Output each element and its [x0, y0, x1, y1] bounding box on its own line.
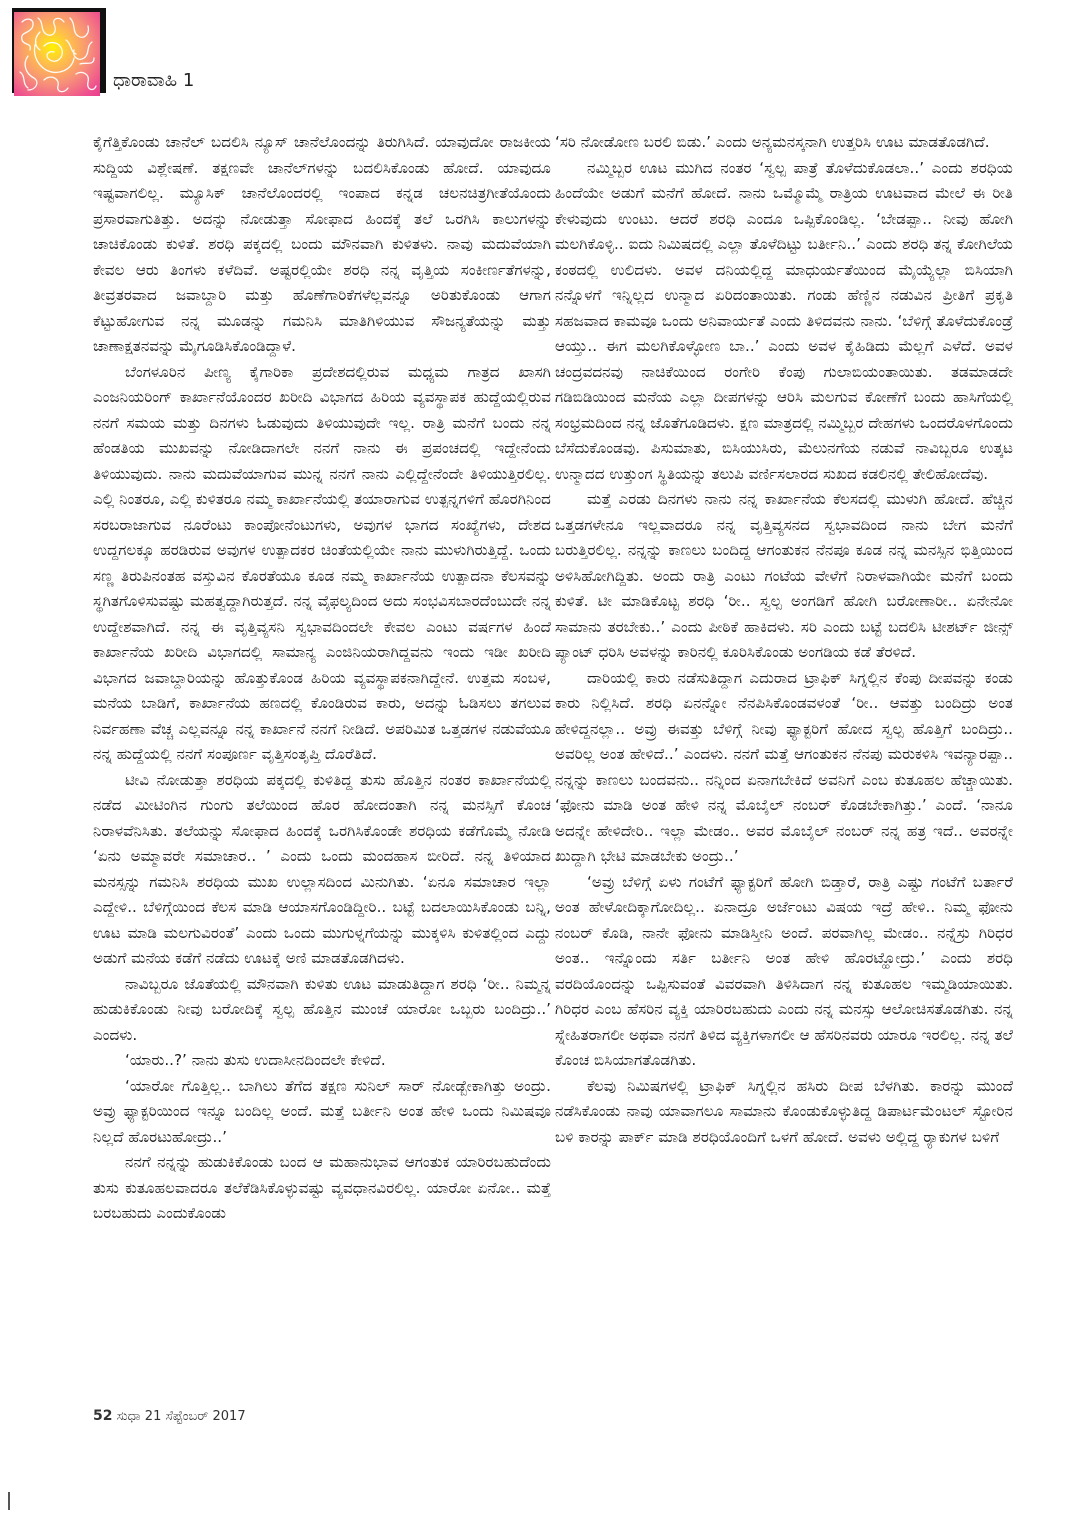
page-footer	[93, 1408, 246, 1424]
paragraph: ನಾವಿಬ್ಬರೂ ಜೊತೆಯಲ್ಲಿ ಮೌನವಾಗಿ ಕುಳಿತು ಊಟ ಮಾಡುತಿದ್ದಾಗ ಶರಧಿ ‘ರೀ.. ನಿಮ್ಮನ್ನ ಹುಡುಕಿಕೊಂಡು ನೀವು ಬರೋದಿಕ್ಕೆ ಸ್ವಲ್ಪ ಹೊತ್ತಿನ ಮುಂಚೆ ಯಾರೋ ಒಬ್ಬರು ಬಂದಿದ್ರು..’ ಎಂದಳು.	[93, 974, 551, 1044]
paragraph: ನನಗೆ ನನ್ನನ್ನು ಹುಡುಕಿಕೊಂಡು ಬಂದ ಆ ಮಹಾನುಭಾವ ಆಗಂತುಕ ಯಾರಿರಬಹುದೆಂದು ತುಸು ಕುತೂಹಲವಾದರೂ ತಲೆಕೆಡಿಸಿಕೊಳ್ಳುವಷ್ಟು ವ್ಯವಧಾನವಿರಲಿಲ್ಲ. ಯಾರೋ ಏನೋ.. ಮತ್ತೆ ಬರಬಹುದು ಎಂದುಕೊಂಡು	[93, 1153, 551, 1222]
swirl-pattern-icon	[14, 12, 100, 96]
issue-month: ಸೆಪ್ಟೆಂಬರ್	[165, 1409, 209, 1424]
paragraph: ಮತ್ತೆ ಎರಡು ದಿನಗಳು ನಾನು ನನ್ನ ಕಾರ್ಖಾನೆಯ ಕೆಲಸದಲ್ಲಿ ಮುಳುಗಿ ಹೋದೆ. ಹೆಚ್ಚಿನ ಒತ್ತಡಗಳೇನೂ ಇಲ್ಲವಾದರೂ ನನ್ನ ವೃತ್ತಿವ್ಯಸನದ ಸ್ವಭಾವದಿಂದ ನಾನು ಬೇಗ ಮನೆಗೆ ಬರುತ್ತಿರಲಿಲ್ಲ. ನನ್ನನ್ನು ಕಾಣಲು ಬಂದಿದ್ದ ಆಗಂತುಕನ ನೆನಪೂ ಕೂಡ ನನ್ನ ಮನಸ್ಸಿನ ಭಿತ್ತಿಯಿಂದ ಅಳಿಸಿಹೋಗಿದ್ದಿತು. ಅಂದು ರಾತ್ರಿ ಎಂಟು ಗಂಟೆಯ ವೇಳೆಗೆ ನಿರಾಳವಾಗಿಯೇ ಮನೆಗೆ ಬಂದು ಕುಳಿತೆ. ಟೀ ಮಾಡಿಕೊಟ್ಟ ಶರಧಿ ‘ರೀ.. ಸ್ವಲ್ಪ ಅಂಗಡಿಗೆ ಹೋಗಿ ಬರೋಣಾರೀ.. ಏನೇನೋ ಸಾಮಾನು ತರಬೇಕು..’ ಎಂದು ಪೀಠಿಕೆ ಹಾಕಿದಳು. ಸರಿ ಎಂದು ಬಟ್ಟೆ ಬದಲಿಸಿ ಟೀಶರ್ಟ್ ಜೀನ್ಸ್ ಪ್ಯಾಂಟ್ ಧರಿಸಿ ಅವಳನ್ನು ಕಾರಿನಲ್ಲಿ ಕೂರಿಸಿಕೊಂಡು ಅಂಗಡಿಯ ಕಡೆ ತೆರಳಿದೆ.	[555, 490, 1013, 661]
issue-day: 21	[144, 1409, 162, 1424]
article-column-left	[93, 130, 551, 1227]
paragraph: ‘ಸರಿ ನೋಡೋಣ ಬರಲಿ ಬಿಡು.’ ಎಂದು ಅನ್ಯಮನಸ್ಕನಾಗಿ ಉತ್ತರಿಸಿ ಊಟ ಮಾಡತೊಡಗಿದೆ.	[555, 133, 990, 151]
series-label: ಧಾರಾವಾಹಿ 1	[113, 70, 195, 91]
paragraph: ದಾರಿಯಲ್ಲಿ ಕಾರು ನಡೆಸುತಿದ್ದಾಗ ಎದುರಾದ ಟ್ರಾಫಿಕ್ ಸಿಗ್ನಲ್ಲಿನ ಕೆಂಪು ದೀಪವನ್ನು ಕಂಡು ಕಾರು ನಿಲ್ಲಿಸಿದೆ. ಶರಧಿ ಏನನ್ನೋ ನೆನಪಿಸಿಕೊಂಡವಳಂತೆ ‘ರೀ.. ಆವತ್ತು ಬಂದಿದ್ರು ಅಂತ ಹೇಳಿದ್ದನಲ್ಲಾ.. ಅವ್ರು ಈವತ್ತು ಬೆಳಿಗ್ಗೆ ನೀವು ಫ್ಯಾಕ್ಟರಿಗೆ ಹೋದ ಸ್ವಲ್ಪ ಹೊತ್ತಿಗೆ ಬಂದಿದ್ರು.. ಅವರಿಲ್ಲ ಅಂತ ಹೇಳಿದೆ..’ ಎಂದಳು. ನನಗೆ ಮತ್ತೆ ಆಗಂತುಕನ ನೆನಪು ಮರುಕಳಿಸಿ ಇವನ್ಯಾರಪ್ಪಾ.. ನನ್ನನ್ನು ಕಾಣಲು ಬಂದವನು.. ನನ್ನಿಂದ ಏನಾಗಬೇಕಿದೆ ಅವನಿಗೆ ಎಂಬ ಕುತೂಹಲ ಹೆಚ್ಚಾಯಿತು. ‘ಫೋನು ಮಾಡಿ ಅಂತ ಹೇಳಿ ನನ್ನ ಮೊಬೈಲ್ ನಂಬರ್ ಕೊಡಬೇಕಾಗಿತ್ತು.’ ಎಂದೆ. ‘ನಾನೂ ಅದನ್ನೇ ಹೇಳಿದೇರಿ.. ಇಲ್ಲಾ ಮೇಡಂ.. ಅವರ ಮೊಬೈಲ್ ನಂಬರ್ ನನ್ನ ಹತ್ರ ಇದೆ.. ಅವರನ್ನೇ ಖುದ್ದಾಗಿ ಭೇಟಿ ಮಾಡಬೇಕು ಅಂದ್ರು..’	[555, 668, 1013, 865]
paragraph: ಕೈಗೆತ್ತಿಕೊಂಡು ಚಾನೆಲ್ ಬದಲಿಸಿ ನ್ಯೂಸ್ ಚಾನೆಲೊಂದನ್ನು ತಿರುಗಿಸಿದೆ. ಯಾವುದೋ ರಾಜಕೀಯ ಸುದ್ದಿಯ ವಿಶ್ಲೇಷಣೆ. ತಕ್ಷಣವೇ ಚಾನೆಲ್‌ಗಳನ್ನು ಬದಲಿಸಿಕೊಂಡು ಹೋದೆ. ಯಾವುದೂ ಇಷ್ಟವಾಗಲಿಲ್ಲ. ಮ್ಯೂಸಿಕ್ ಚಾನೆಲೊಂದರಲ್ಲಿ ಇಂಪಾದ ಕನ್ನಡ ಚಲನಚಿತ್ರಗೀತೆಯೊಂದು ಪ್ರಸಾರವಾಗುತಿತ್ತು. ಅದನ್ನು ನೋಡುತ್ತಾ ಸೋಫಾದ ಹಿಂದಕ್ಕೆ ತಲೆ ಒರಗಿಸಿ ಕಾಲುಗಳನ್ನು ಚಾಚಿಕೊಂಡು ಕುಳಿತೆ. ಶರಧಿ ಪಕ್ಕದಲ್ಲಿ ಬಂದು ಮೌನವಾಗಿ ಕುಳಿತಳು. ನಾವು ಮದುವೆಯಾಗಿ ಕೇವಲ ಆರು ತಿಂಗಳು ಕಳೆದಿವೆ. ಅಷ್ಟರಲ್ಲಿಯೇ ಶರಧಿ ನನ್ನ ವೃತ್ತಿಯ ಸಂಕೀರ್ಣತೆಗಳನ್ನು, ತೀವ್ರತರವಾದ ಜವಾಬ್ದಾರಿ ಮತ್ತು ಹೊಣೆಗಾರಿಕೆಗಳೆಲ್ಲವನ್ನೂ ಅರಿತುಕೊಂಡು ಆಗಾಗ ಕೆಟ್ಟುಹೋಗುವ ನನ್ನ ಮೂಡನ್ನು ಗಮನಿಸಿ ಮಾತಿಗಿಳಿಯುವ ಸೌಜನ್ಯತೆಯನ್ನು ಮತ್ತು ಚಾಣಾಕ್ಷತನವನ್ನು ಮೈಗೂಡಿಸಿಕೊಂಡಿದ್ದಾಳೆ.	[93, 133, 551, 355]
article-column-right	[555, 130, 1013, 1150]
crop-mark	[8, 1492, 10, 1510]
paragraph: ಟೀವಿ ನೋಡುತ್ತಾ ಶರಧಿಯ ಪಕ್ಕದಲ್ಲಿ ಕುಳಿತಿದ್ದ ತುಸು ಹೊತ್ತಿನ ನಂತರ ಕಾರ್ಖಾನೆಯಲ್ಲಿ ನಡೆದ ಮೀಟಿಂಗಿನ ಗುಂಗು ತಲೆಯಿಂದ ಹೊರ ಹೋದಂತಾಗಿ ನನ್ನ ಮನಸ್ಸಿಗೆ ಕೊಂಚ ನಿರಾಳವೆನಿಸಿತು. ತಲೆಯನ್ನು ಸೋಫಾದ ಹಿಂದಕ್ಕೆ ಒರಗಿಸಿಕೊಂಡೇ ಶರಧಿಯ ಕಡೆಗೊಮ್ಮೆ ನೋಡಿ ‘ಏನು ಅಮ್ಮಾವರೇ ಸಮಾಚಾರ.. ’ ಎಂದು ಒಂದು ಮಂದಹಾಸ ಬೀರಿದೆ. ನನ್ನ ತಿಳಿಯಾದ ಮನಸ್ಸನ್ನು ಗಮನಿಸಿ ಶರಧಿಯ ಮುಖ ಉಲ್ಲಾಸದಿಂದ ಮಿನುಗಿತು. ‘ಏನೂ ಸಮಾಚಾರ ಇಲ್ಲಾ ಎದ್ದೇಳಿ.. ಬೆಳಿಗ್ಗೆಯಿಂದ ಕೆಲಸ ಮಾಡಿ ಆಯಾಸಗೊಂಡಿದ್ದೀರಿ.. ಬಟ್ಟೆ ಬದಲಾಯಿಸಿಕೊಂಡು ಬನ್ನಿ, ಊಟ ಮಾಡಿ ಮಲಗುವಿರಂತೆ’ ಎಂದು ಒಂದು ಮುಗುಳ್ನಗೆಯನ್ನು ಮುಕ್ಕಳಿಸಿ ಕುಳಿತಲ್ಲಿಂದ ಎದ್ದು ಅಡುಗೆ ಮನೆಯ ಕಡೆಗೆ ನಡೆದು ಊಟಕ್ಕೆ ಅಣಿ ಮಾಡತೊಡಗಿದಳು.	[93, 770, 551, 967]
paragraph: ಕೆಲವು ನಿಮಿಷಗಳಲ್ಲಿ ಟ್ರಾಫಿಕ್ ಸಿಗ್ನಲ್ಲಿನ ಹಸಿರು ದೀಪ ಬೆಳಗಿತು. ಕಾರನ್ನು ಮುಂದೆ ನಡೆಸಿಕೊಂಡು ನಾವು ಯಾವಾಗಲೂ ಸಾಮಾನು ಕೊಂಡುಕೊಳ್ಳುತಿದ್ದ ಡಿಪಾರ್ಟಮೆಂಟಲ್ ಸ್ಟೋರಿನ ಬಳಿ ಕಾರನ್ನು ಪಾರ್ಕ್ ಮಾಡಿ ಶರಧಿಯೊಂದಿಗೆ ಒಳಗೆ ಹೋದೆ. ಅವಳು ಅಲ್ಲಿದ್ದ ರ್‍ಯಾಕುಗಳ ಬಳಿಗೆ	[555, 1076, 1013, 1146]
swirl-icon	[14, 12, 100, 96]
paragraph: ಬೆಂಗಳೂರಿನ ಪೀಣ್ಯ ಕೈಗಾರಿಕಾ ಪ್ರದೇಶದಲ್ಲಿರುವ ಮಧ್ಯಮ ಗಾತ್ರದ ಖಾಸಗಿ ಎಂಜನಿಯರಿಂಗ್ ಕಾರ್ಖಾನೆಯೊಂದರ ಖರೀದಿ ವಿಭಾಗದ ಹಿರಿಯ ವ್ಯವಸ್ಥಾಪಕ ಹುದ್ದೆಯಲ್ಲಿರುವ ನನಗೆ ಸಮಯ ಮತ್ತು ದಿನಗಳು ಓಡುವುದು ತಿಳಿಯುವುದೇ ಇಲ್ಲ. ರಾತ್ರಿ ಮನೆಗೆ ಬಂದು ನನ್ನ ಹೆಂಡತಿಯ ಮುಖವನ್ನು ನೋಡಿದಾಗಲೇ ನನಗೆ ನಾನು ಈ ಪ್ರಪಂಚದಲ್ಲಿ ಇದ್ದೇನೆಂದು ತಿಳಿಯುವುದು. ನಾನು ಮದುವೆಯಾಗುವ ಮುನ್ನ ನನಗೆ ನಾನು ಎಲ್ಲಿದ್ದೇನೆಂದೇ ತಿಳಿಯುತ್ತಿರಲಿಲ್ಲ. ಎಲ್ಲಿ ನಿಂತರೂ, ಎಲ್ಲಿ ಕುಳಿತರೂ ನಮ್ಮ ಕಾರ್ಖಾನೆಯಲ್ಲಿ ತಯಾರಾಗುವ ಉತ್ಪನ್ನಗಳಿಗೆ ಹೊರಗಿನಿಂದ ಸರಬರಾಜಾಗುವ ನೂರೆಂಟು ಕಾಂಪೋನೆಂಟುಗಳು, ಅವುಗಳ ಭಾಗದ ಸಂಖ್ಯೆಗಳು, ದೇಶದ ಉದ್ದಗಲಕ್ಕೂ ಹರಡಿರುವ ಅವುಗಳ ಉತ್ಪಾದಕರ ಚಿಂತೆಯಲ್ಲಿಯೇ ನಾನು ಮುಳುಗಿರುತ್ತಿದ್ದೆ. ಒಂದು ಸಣ್ಣ ತಿರುಪಿನಂತಹ ವಸ್ತುವಿನ ಕೊರತೆಯೂ ಕೂಡ ನಮ್ಮ ಕಾರ್ಖಾನೆಯ ಉತ್ಪಾದನಾ ಕೆಲಸವನ್ನು ಸ್ಥಗಿತಗೊಳಿಸುವಷ್ಟು ಮಹತ್ವದ್ದಾಗಿರುತ್ತದೆ. ನನ್ನ ವೈಫಲ್ಯದಿಂದ ಅದು ಸಂಭವಿಸಬಾರದೆಂಬುದೇ ನನ್ನ ಉದ್ದೇಶವಾಗಿದೆ. ನನ್ನ ಈ ವೃತ್ತಿವ್ಯಸನಿ ಸ್ವಭಾವದಿಂದಲೇ ಕೇವಲ ಎಂಟು ವರ್ಷಗಳ ಹಿಂದೆ ಕಾರ್ಖಾನೆಯ ಖರೀದಿ ವಿಭಾಗದಲ್ಲಿ ಸಾಮಾನ್ಯ ಎಂಜಿನಿಯರಾಗಿದ್ದವನು ಇಂದು ಇಡೀ ಖರೀದಿ ವಿಭಾಗದ ಜವಾಬ್ದಾರಿಯನ್ನು ಹೊತ್ತುಕೊಂಡ ಹಿರಿಯ ವ್ಯವಸ್ಥಾಪಕನಾಗಿದ್ದೇನೆ. ಉತ್ತಮ ಸಂಬಳ, ಮನೆಯ ಬಾಡಿಗೆ, ಕಾರ್ಖಾನೆಯ ಹಣದಲ್ಲಿ ಕೊಂಡಿರುವ ಕಾರು, ಅದನ್ನು ಓಡಿಸಲು ತಗಲುವ ನಿರ್ವಹಣಾ ವೆಚ್ಚ ಎಲ್ಲವನ್ನೂ ನನ್ನ ಕಾರ್ಖಾನೆ ನನಗೆ ನೀಡಿದೆ. ಅಪರಿಮಿತ ಒತ್ತಡಗಳ ನಡುವೆಯೂ ನನ್ನ ಹುದ್ದೆಯಲ್ಲಿ ನನಗೆ ಸಂಪೂರ್ಣ ವೃತ್ತಿಸಂತೃಪ್ತಿ ದೊರೆತಿದೆ.	[93, 362, 551, 763]
serial-logo	[8, 8, 104, 96]
paragraph: ‘ಯಾರು..?’ ನಾನು ತುಸು ಉದಾಸೀನದಿಂದಲೇ ಕೇಳಿದೆ.	[125, 1051, 386, 1069]
paragraph: ‘ಅವ್ರು ಬೆಳಿಗ್ಗೆ ಏಳು ಗಂಟೆಗೆ ಫ್ಯಾಕ್ಟರಿಗೆ ಹೋಗಿ ಬಿಡ್ತಾರೆ, ರಾತ್ರಿ ಎಷ್ಟು ಗಂಟೆಗೆ ಬರ್ತಾರೆ ಅಂತ ಹೇಳೋದಿಕ್ಕಾಗೋದಿಲ್ಲ.. ಏನಾದ್ರೂ ಅರ್ಜೆಂಟು ವಿಷಯ ಇದ್ರೆ ಹೇಳಿ.. ನಿಮ್ಮ ಫೋನು ನಂಬರ್ ಕೊಡಿ, ನಾನೇ ಫೋನು ಮಾಡಿಸ್ತೀನಿ ಅಂದೆ. ಪರವಾಗಿಲ್ಲ ಮೇಡಂ.. ನನ್ನೆಸ್ರು ಗಿರಿಧರ ಅಂತ.. ಇನ್ನೊಂದು ಸರ್ತಿ ಬರ್ತೀನಿ ಅಂತ ಹೇಳಿ ಹೊರಟ್ಹೋದ್ರು.’ ಎಂದು ಶರಧಿ ವರದಿಯೊಂದನ್ನು ಒಪ್ಪಿಸುವಂತೆ ವಿವರವಾಗಿ ತಿಳಿಸಿದಾಗ ನನ್ನ ಕುತೂಹಲ ಇಮ್ಮಡಿಯಾಯಿತು. ಗಿರಿಧರ ಎಂಬ ಹೆಸರಿನ ವ್ಯಕ್ತಿ ಯಾರಿರಬಹುದು ಎಂದು ನನ್ನ ಮನಸ್ಸು ಆಲೋಚಿಸತೊಡಗಿತು. ನನ್ನ ಸ್ನೇಹಿತರಾಗಲೀ ಅಥವಾ ನನಗೆ ತಿಳಿದ ವ್ಯಕ್ತಿಗಳಾಗಲೀ ಆ ಹೆಸರಿನವರು ಯಾರೂ ಇರಲಿಲ್ಲ. ನನ್ನ ತಲೆ ಕೊಂಚ ಬಿಸಿಯಾಗತೊಡಗಿತು.	[555, 872, 1013, 1069]
paragraph: ನಮ್ಮಿಬ್ಬರ ಊಟ ಮುಗಿದ ನಂತರ ‘ಸ್ವಲ್ಪ ಪಾತ್ರೆ ತೊಳೆದುಕೊಡಲಾ..’ ಎಂದು ಶರಧಿಯ ಹಿಂದೆಯೇ ಅಡುಗೆ ಮನೆಗೆ ಹೋದೆ. ನಾನು ಒಮ್ಮೊಮ್ಮೆ ರಾತ್ರಿಯ ಊಟವಾದ ಮೇಲೆ ಈ ರೀತಿ ಕೇಳುವುದು ಉಂಟು. ಆದರೆ ಶರಧಿ ಎಂದೂ ಒಪ್ಪಿಕೊಂಡಿಲ್ಲ. ‘ಬೇಡಪ್ಪಾ.. ನೀವು ಹೋಗಿ ಮಲಗಿಕೊಳ್ಳಿ.. ಐದು ನಿಮಿಷದಲ್ಲಿ ಎಲ್ಲಾ ತೊಳೆದಿಟ್ಟು ಬರ್ತೀನಿ..’ ಎಂದು ಶರಧಿ ತನ್ನ ಕೋಗಿಲೆಯ ಕಂಠದಲ್ಲಿ ಉಲಿದಳು. ಅವಳ ದನಿಯಲ್ಲಿದ್ದ ಮಾಧುರ್ಯತೆಯಿಂದ ಮೈಯ್ಯೆಲ್ಲಾ ಬಿಸಿಯಾಗಿ ನನ್ನೊಳಗೆ ಇನ್ನಿಲ್ಲದ ಉನ್ಮಾದ ಏರಿದಂತಾಯಿತು. ಗಂಡು ಹೆಣ್ಣಿನ ನಡುವಿನ ಪ್ರೀತಿಗೆ ಪ್ರಕೃತಿ ಸಹಜವಾದ ಕಾಮವೂ ಒಂದು ಅನಿವಾರ್ಯತೆ ಎಂದು ತಿಳಿದವನು ನಾನು. ‘ಬೆಳಿಗ್ಗೆ ತೊಳೆದುಕೊಂಡ್ರೆ ಆಯ್ತು.. ಈಗ ಮಲಗಿಕೊಳ್ಳೋಣ ಬಾ..’ ಎಂದು ಅವಳ ಕೈಹಿಡಿದು ಮೆಲ್ಲಗೆ ಎಳೆದೆ. ಅವಳ ಚಂದ್ರವದನವು ನಾಚಿಕೆಯಿಂದ ರಂಗೇರಿ ಕೆಂಪು ಗುಲಾಬಿಯಂತಾಯಿತು. ತಡಮಾಡದೇ ಗಡಿಬಿಡಿಯಿಂದ ಮನೆಯ ಎಲ್ಲಾ ದೀಪಗಳನ್ನು ಆರಿಸಿ ಮಲಗುವ ಕೋಣೆಗೆ ಬಂದು ಹಾಸಿಗೆಯಲ್ಲಿ ಸಂಭ್ರಮದಿಂದ ನನ್ನ ಜೊತೆಗೂಡಿದಳು. ಕ್ಷಣ ಮಾತ್ರದಲ್ಲಿ ನಮ್ಮಿಬ್ಬರ ದೇಹಗಳು ಒಂದರೊಳಗೊಂದು ಬೆಸೆದುಕೊಂಡವು. ಪಿಸುಮಾತು, ಬಿಸಿಯುಸಿರು, ಮೆಲುನಗೆಯ ನಡುವೆ ನಾವಿಬ್ಬರೂ ಉತ್ಕಟ ಉನ್ಮಾದದ ಉತ್ತುಂಗ ಸ್ಥಿತಿಯನ್ನು ತಲುಪಿ ವರ್ಣಿಸಲಾರದ ಸುಖದ ಕಡಲಿನಲ್ಲಿ ತೇಲಿಹೋದೆವು.	[555, 158, 1013, 483]
issue-year: 2017	[212, 1409, 246, 1424]
page-number: 52	[93, 1408, 113, 1424]
paragraph: ‘ಯಾರೋ ಗೊತ್ತಿಲ್ಲ.. ಬಾಗಿಲು ತೆಗೆದ ತಕ್ಷಣ ಸುನಿಲ್ ಸಾರ್ ನೋಡ್ಬೇಕಾಗಿತ್ತು ಅಂದ್ರು. ಅವ್ರು ಫ್ಯಾಕ್ಟರಿಯಿಂದ ಇನ್ನೂ ಬಂದಿಲ್ಲ ಅಂದೆ. ಮತ್ತೆ ಬರ್ತೀನಿ ಅಂತ ಹೇಳಿ ಒಂದು ನಿಮಿಷವೂ ನಿಲ್ಲದೆ ಹೊರಟುಹೋದ್ರು..’	[93, 1076, 551, 1146]
magazine-name: ಸುಧಾ	[116, 1409, 141, 1424]
